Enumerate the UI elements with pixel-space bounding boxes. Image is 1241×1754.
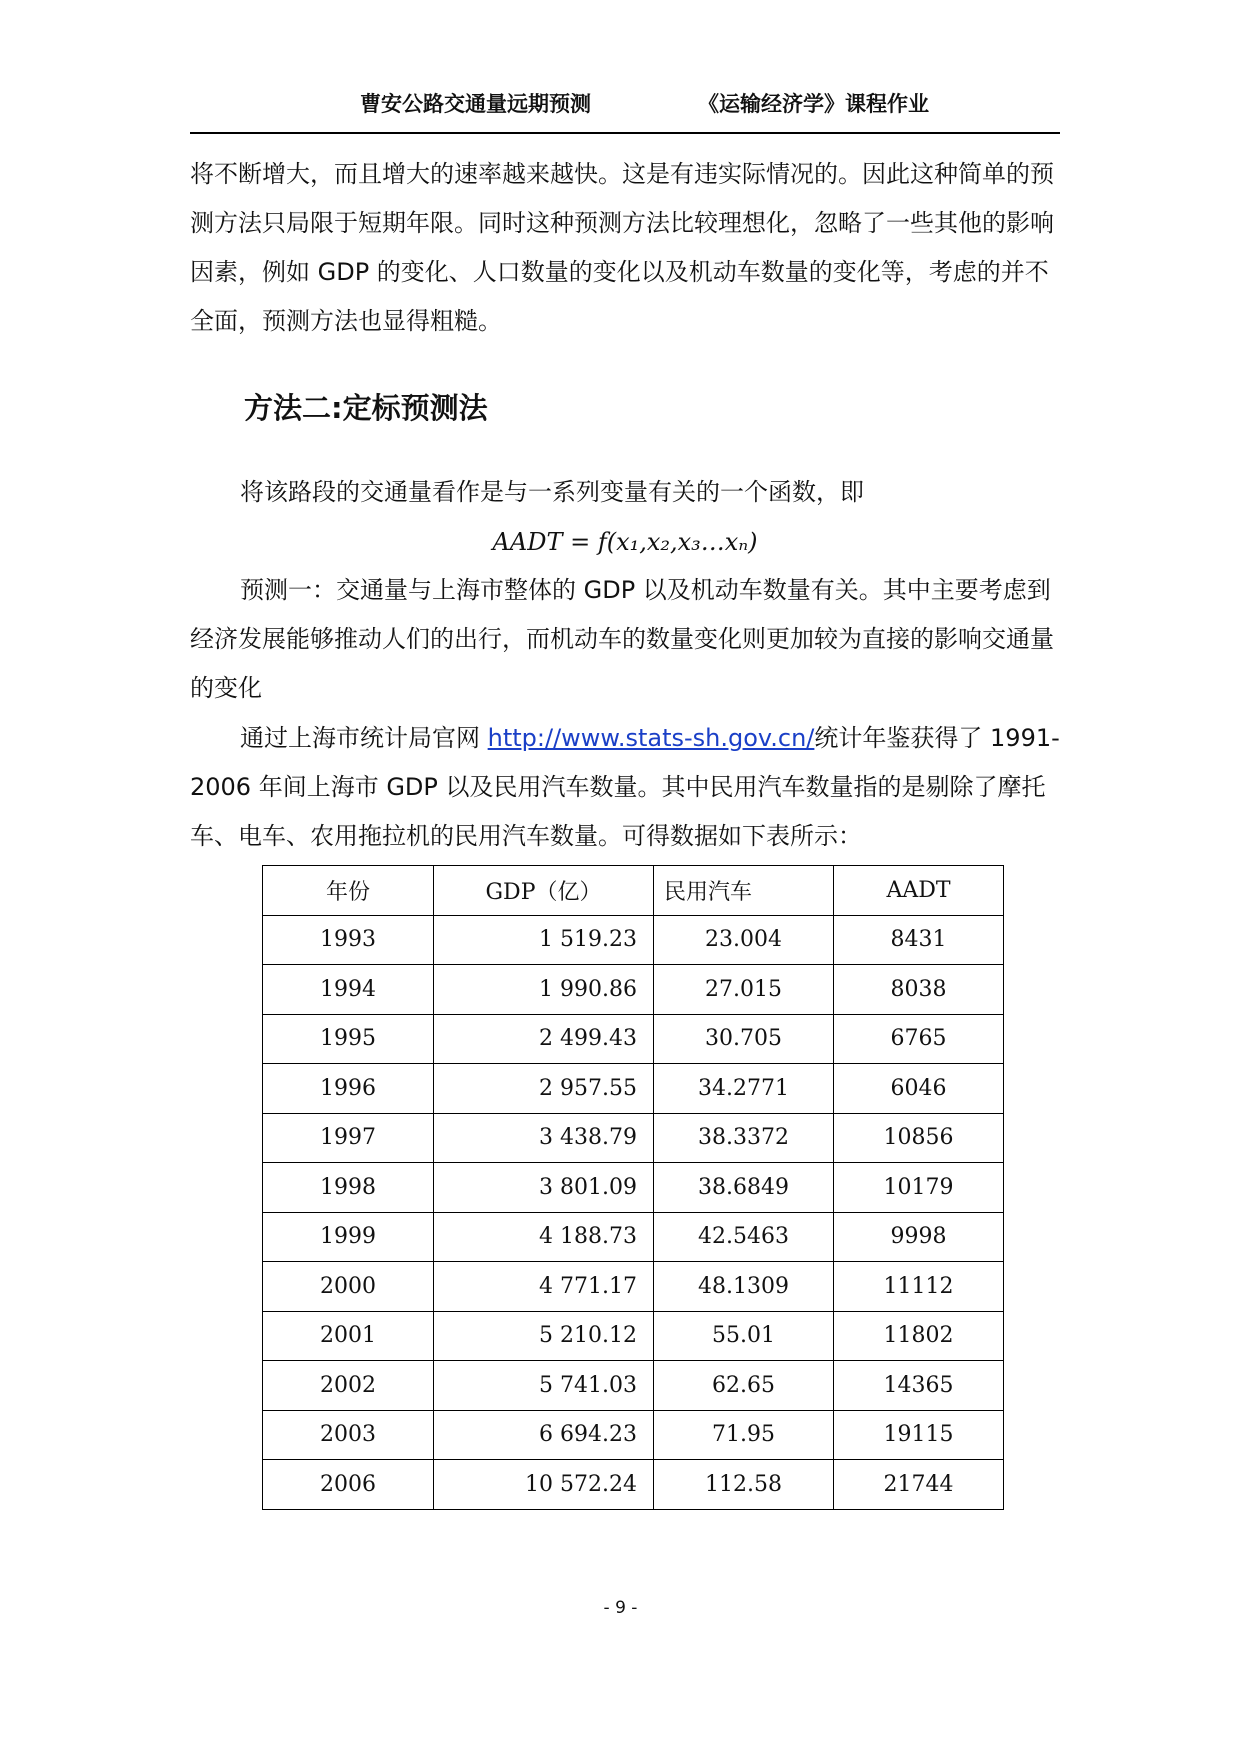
- cell-year: 2000: [263, 1262, 434, 1312]
- cell-gdp: 5 741.03: [434, 1361, 654, 1411]
- cell-aadt: 8431: [834, 915, 1004, 965]
- stats-link[interactable]: http://www.stats-sh.gov.cn/: [487, 724, 815, 752]
- cell-gdp: 1 990.86: [434, 965, 654, 1015]
- table-row: [263, 1064, 1004, 1114]
- cell-gdp: 10 572.24: [434, 1460, 654, 1510]
- source-text-after: 统计年鉴获得了 1991-2006 年间上海市 GDP 以及民用汽车数量。其中民用汽车数量指的是剔除了摩托车、电车、农用拖拉机的民用汽车数量。可得数据如下表所示：: [190, 724, 1060, 850]
- page-number: - 9 -: [603, 1598, 638, 1618]
- cell-vehicles: 42.5463: [654, 1212, 834, 1262]
- cell-aadt: 19115: [834, 1410, 1004, 1460]
- cell-vehicles: 71.95: [654, 1410, 834, 1460]
- cell-aadt: 8038: [834, 965, 1004, 1015]
- header-right-title: 《运输经济学》课程作业: [698, 91, 929, 116]
- cell-gdp: 2 957.55: [434, 1064, 654, 1114]
- table-header-row: [263, 866, 1004, 916]
- prediction-paragraph: 预测一：交通量与上海市整体的 GDP 以及机动车数量有关。其中主要考虑到经济发展能够推动人们的出行，而机动车的数量变化则更加较为直接的影响交通量的变化: [190, 576, 1054, 702]
- cell-aadt: 21744: [834, 1460, 1004, 1510]
- cell-vehicles: 55.01: [654, 1311, 834, 1361]
- section-title: 方法二:定标预测法: [244, 391, 488, 425]
- cell-year: 2006: [263, 1460, 434, 1510]
- cell-gdp: 4 771.17: [434, 1262, 654, 1312]
- table-row: [263, 1460, 1004, 1510]
- table-row: [263, 1262, 1004, 1312]
- table-row: [263, 1361, 1004, 1411]
- table-row: [263, 1014, 1004, 1064]
- cell-vehicles: 112.58: [654, 1460, 834, 1510]
- cell-aadt: 6765: [834, 1014, 1004, 1064]
- cell-gdp: 5 210.12: [434, 1311, 654, 1361]
- source-paragraph: [190, 714, 1060, 861]
- cell-aadt: 11112: [834, 1262, 1004, 1312]
- cell-vehicles: 38.3372: [654, 1113, 834, 1163]
- header-year: 年份: [263, 866, 434, 916]
- table-row: [263, 965, 1004, 1015]
- cell-year: 2001: [263, 1311, 434, 1361]
- intro-paragraph: 将该路段的交通量看作是与一系列变量有关的一个函数，即: [240, 478, 864, 506]
- page-header: [190, 88, 1060, 134]
- cell-year: 2002: [263, 1361, 434, 1411]
- cell-aadt: 10856: [834, 1113, 1004, 1163]
- table-row: [263, 1163, 1004, 1213]
- cell-gdp: 1 519.23: [434, 915, 654, 965]
- table-row: [263, 1410, 1004, 1460]
- cell-vehicles: 38.6849: [654, 1163, 834, 1213]
- cell-vehicles: 48.1309: [654, 1262, 834, 1312]
- cell-year: 1994: [263, 965, 434, 1015]
- cell-year: 1999: [263, 1212, 434, 1262]
- cell-aadt: 9998: [834, 1212, 1004, 1262]
- table-row: [263, 915, 1004, 965]
- cell-year: 1998: [263, 1163, 434, 1213]
- table-row: [263, 1113, 1004, 1163]
- cell-gdp: 6 694.23: [434, 1410, 654, 1460]
- data-table: [262, 865, 1004, 1510]
- cell-gdp: 2 499.43: [434, 1014, 654, 1064]
- header-gdp: GDP（亿）: [434, 866, 654, 916]
- table-row: [263, 1212, 1004, 1262]
- table-row: [263, 1311, 1004, 1361]
- cell-year: 1996: [263, 1064, 434, 1114]
- cell-vehicles: 62.65: [654, 1361, 834, 1411]
- cell-aadt: 6046: [834, 1064, 1004, 1114]
- formula: AADT = f(x₁,x₂,x₃…xₙ): [492, 528, 758, 556]
- cell-vehicles: 23.004: [654, 915, 834, 965]
- cell-aadt: 10179: [834, 1163, 1004, 1213]
- header-vehicles: 民用汽车: [654, 866, 834, 916]
- cell-vehicles: 30.705: [654, 1014, 834, 1064]
- cell-gdp: 3 801.09: [434, 1163, 654, 1213]
- cell-vehicles: 34.2771: [654, 1064, 834, 1114]
- cell-gdp: 4 188.73: [434, 1212, 654, 1262]
- cell-gdp: 3 438.79: [434, 1113, 654, 1163]
- cell-year: 1993: [263, 915, 434, 965]
- cell-aadt: 11802: [834, 1311, 1004, 1361]
- header-left-title: 曹安公路交通量远期预测: [360, 91, 591, 116]
- cell-vehicles: 27.015: [654, 965, 834, 1015]
- cell-year: 2003: [263, 1410, 434, 1460]
- cell-aadt: 14365: [834, 1361, 1004, 1411]
- source-text-before: 通过上海市统计局官网: [240, 724, 488, 752]
- header-aadt: AADT: [834, 866, 1004, 916]
- paragraph-1: 将不断增大，而且增大的速率越来越快。这是有违实际情况的。因此这种简单的预测方法只局限于短期年限。同时这种预测方法比较理想化，忽略了一些其他的影响因素，例如 GDP 的变化、人口数量的变化以及机动车数量的变化等，考虑的并不全面，预测方法也显得粗糙。: [190, 160, 1054, 335]
- cell-year: 1997: [263, 1113, 434, 1163]
- cell-year: 1995: [263, 1014, 434, 1064]
